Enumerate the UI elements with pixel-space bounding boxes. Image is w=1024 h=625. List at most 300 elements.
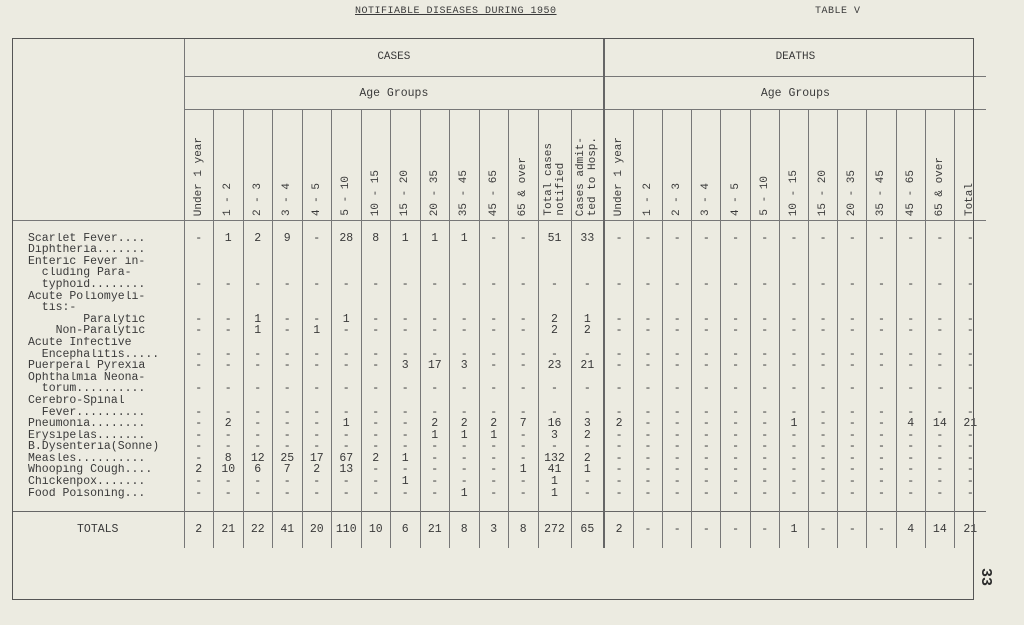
table-cell: - [838, 407, 867, 419]
table-cell: - [692, 325, 721, 337]
table-cell: - [867, 314, 896, 326]
table-cell: - [779, 430, 808, 442]
deaths-col-label: 1 - 2 [641, 182, 654, 216]
table-cell: 1 [243, 314, 273, 326]
table-cell: 1 [302, 325, 332, 337]
table-cell: - [450, 279, 480, 291]
table-cell: - [479, 325, 509, 337]
table-cell: - [896, 383, 925, 395]
table-cell: - [750, 464, 779, 476]
table-cell: - [604, 279, 633, 291]
table-cell: - [925, 349, 954, 361]
table-cell: - [779, 233, 808, 245]
cases-col-label: 5 - 10 [340, 176, 353, 216]
table-cell: - [750, 325, 779, 337]
deaths-col-label: 2 - 3 [671, 182, 684, 216]
table-cell: - [896, 325, 925, 337]
table-cell: 17 [302, 453, 332, 465]
table-cell: - [663, 430, 692, 442]
deaths-col-label: Total [964, 182, 977, 216]
table-cell: - [361, 349, 391, 361]
table-cell: - [450, 407, 480, 419]
table-cell: - [838, 464, 867, 476]
table-cell: - [867, 453, 896, 465]
table-cell: - [273, 488, 303, 500]
disease-name: Whooping Cough.... [28, 464, 153, 477]
table-cell: - [361, 476, 391, 488]
cases-col-label: 2 - 3 [251, 182, 264, 216]
table-cell: - [925, 407, 954, 419]
table-cell: - [509, 407, 539, 419]
table-cell: - [273, 360, 303, 372]
totals-cell: 10 [361, 511, 391, 548]
table-cell: - [243, 488, 273, 500]
table-cell: - [420, 279, 450, 291]
table-cell: - [391, 383, 421, 395]
totals-cell: - [867, 511, 896, 548]
table-cell: - [633, 349, 662, 361]
totals-cell: - [750, 511, 779, 548]
table-cell: - [808, 314, 837, 326]
table-cell: - [302, 314, 332, 326]
disease-name: cluding Para- [28, 267, 132, 279]
table-cell: - [663, 453, 692, 465]
table-cell: - [954, 314, 985, 326]
table-cell: - [633, 476, 662, 488]
table-cell: 1 [420, 430, 450, 442]
table-cell: - [184, 383, 214, 395]
table-cell: 25 [273, 453, 303, 465]
table-cell: - [604, 464, 633, 476]
table-cell: - [663, 360, 692, 372]
table-cell: - [391, 464, 421, 476]
deaths-col-label: Under 1 year [613, 136, 626, 216]
table-cell: - [509, 476, 539, 488]
cases-col-label: Cases admit- ted to Hosp. [575, 136, 600, 216]
table-cell: - [721, 488, 750, 500]
totals-cell: - [692, 511, 721, 548]
table-cell: - [663, 349, 692, 361]
table-cell: - [954, 430, 985, 442]
table-cell: - [332, 476, 362, 488]
table-cell: - [538, 441, 571, 453]
table-cell: 1 [779, 418, 808, 430]
disease-name: Puerperal Pyrexia [28, 360, 146, 372]
table-cell: - [332, 279, 362, 291]
table-cell: 23 [538, 360, 571, 372]
table-cell: - [750, 430, 779, 442]
table-cell: 2 [538, 314, 571, 326]
table-cell: - [925, 360, 954, 372]
table-cell: - [420, 314, 450, 326]
table-cell: - [808, 360, 837, 372]
table-cell: - [571, 488, 604, 500]
table-cell: - [243, 418, 273, 430]
table-cell: - [571, 441, 604, 453]
table-cell: - [332, 407, 362, 419]
totals-cell: 110 [332, 511, 362, 548]
table-cell: - [954, 453, 985, 465]
table-cell: - [896, 430, 925, 442]
table-cell: - [509, 453, 539, 465]
deaths-col-label: 5 - 10 [758, 176, 771, 216]
table-cell: - [633, 233, 662, 245]
table-cell: - [214, 383, 244, 395]
table-cell: - [750, 349, 779, 361]
table-cell: - [808, 430, 837, 442]
table-cell: - [750, 314, 779, 326]
table-cell: - [184, 430, 214, 442]
table-cell: - [450, 464, 480, 476]
table-cell: 1 [450, 233, 480, 245]
disease-name: Acute Poliomyeli- [28, 290, 146, 303]
totals-cell: - [838, 511, 867, 548]
table-cell: - [571, 279, 604, 291]
table-cell: - [808, 441, 837, 453]
disease-name: typhoid........ [28, 278, 146, 291]
table-cell: - [391, 441, 421, 453]
table-cell: - [273, 430, 303, 442]
table-cell: - [633, 407, 662, 419]
table-cell: - [896, 233, 925, 245]
disease-name: Chickenpox....... [28, 476, 146, 488]
table-cell: - [721, 464, 750, 476]
table-cell: - [925, 464, 954, 476]
deaths-col-label: 45 - 65 [904, 169, 917, 216]
table-cell: - [214, 349, 244, 361]
table-cell: - [184, 453, 214, 465]
table-cell: - [538, 383, 571, 395]
table-cell: - [721, 430, 750, 442]
table-cell: 2 [243, 233, 273, 245]
table-cell: - [633, 430, 662, 442]
table-cell: - [925, 279, 954, 291]
table-cell: - [571, 476, 604, 488]
table-cell: - [838, 349, 867, 361]
table-cell: 1 [571, 314, 604, 326]
table-cell: 1 [538, 488, 571, 500]
cases-col-label: 3 - 4 [281, 182, 294, 216]
table-cell: 7 [509, 418, 539, 430]
cases-col-label: Under 1 year [192, 136, 205, 216]
table-cell: 2 [479, 418, 509, 430]
table-cell: - [273, 476, 303, 488]
table-cell: - [273, 383, 303, 395]
table-cell: - [721, 453, 750, 465]
table-label: TABLE V [815, 6, 861, 17]
table-cell: - [867, 418, 896, 430]
table-cell: - [692, 279, 721, 291]
table-cell: - [721, 325, 750, 337]
disease-name: Diphtheria....... [28, 244, 146, 256]
totals-cell: - [633, 511, 662, 548]
table-cell: - [867, 233, 896, 245]
table-cell: - [361, 441, 391, 453]
table-cell: - [391, 488, 421, 500]
table-cell: - [184, 441, 214, 453]
totals-cell: 8 [509, 511, 539, 548]
table-cell: - [750, 418, 779, 430]
table-cell: - [954, 279, 985, 291]
table-cell: - [779, 453, 808, 465]
table-cell: - [867, 325, 896, 337]
table-cell: - [302, 430, 332, 442]
totals-cell: 21 [420, 511, 450, 548]
table-cell: - [779, 325, 808, 337]
table-cell: - [302, 407, 332, 419]
table-cell: - [779, 476, 808, 488]
table-cell: - [692, 464, 721, 476]
table-cell: - [867, 476, 896, 488]
table-cell: - [509, 488, 539, 500]
table-cell: - [361, 360, 391, 372]
table-cell: 2 [361, 453, 391, 465]
table-cell: - [750, 453, 779, 465]
table-cell: 3 [538, 430, 571, 442]
table-cell: - [896, 476, 925, 488]
table-cell: - [925, 314, 954, 326]
table-cell: - [273, 441, 303, 453]
table-cell: - [925, 453, 954, 465]
totals-cell: 65 [571, 511, 604, 548]
table-cell: - [867, 430, 896, 442]
disease-name: Food Poisoning... [28, 487, 146, 500]
deaths-age-groups: Age Groups [604, 77, 985, 110]
cases-col-label: Total cases notified [542, 143, 567, 216]
table-cell: - [896, 453, 925, 465]
table-cell: - [838, 383, 867, 395]
table-cell: - [214, 476, 244, 488]
table-cell: - [721, 233, 750, 245]
table-cell: - [479, 279, 509, 291]
disease-name: Fever.......... [28, 406, 146, 419]
table-cell: - [302, 349, 332, 361]
table-cell: - [420, 453, 450, 465]
table-cell: 2 [184, 464, 214, 476]
table-cell: - [692, 453, 721, 465]
table-cell: 4 [896, 418, 925, 430]
table-cell: - [954, 488, 985, 500]
totals-cell: 1 [779, 511, 808, 548]
table-cell: 2 [450, 418, 480, 430]
disease-name: B.Dysenteria(Sonne) [28, 441, 160, 453]
table-cell: - [925, 430, 954, 442]
table-cell: - [721, 441, 750, 453]
table-cell: - [808, 383, 837, 395]
table-cell: - [273, 279, 303, 291]
table-cell: - [838, 488, 867, 500]
table-cell: 1 [391, 453, 421, 465]
table-cell: - [214, 488, 244, 500]
table-cell: - [633, 360, 662, 372]
table-cell: - [361, 430, 391, 442]
table-cell: - [302, 488, 332, 500]
table-cell: - [184, 418, 214, 430]
table-cell: - [184, 488, 214, 500]
table-cell: - [721, 418, 750, 430]
table-cell: - [896, 488, 925, 500]
table-cell: - [214, 430, 244, 442]
table-cell: - [808, 407, 837, 419]
table-cell: - [479, 407, 509, 419]
totals-cell: 21 [954, 511, 985, 548]
table-cell: - [604, 430, 633, 442]
table-cell: 1 [214, 233, 244, 245]
table-cell: - [420, 383, 450, 395]
table-cell: - [420, 349, 450, 361]
table-cell: - [925, 488, 954, 500]
table-cell: - [184, 407, 214, 419]
table-cell: - [838, 314, 867, 326]
table-cell: - [538, 349, 571, 361]
table-cell: - [450, 314, 480, 326]
table-cell: - [604, 325, 633, 337]
table-cell: - [420, 476, 450, 488]
table-cell: - [954, 476, 985, 488]
disease-name: Acute Infective [28, 336, 132, 349]
table-cell: - [302, 418, 332, 430]
table-cell: - [509, 325, 539, 337]
cases-col-label: 35 - 45 [458, 169, 471, 216]
deaths-header: DEATHS [604, 38, 985, 77]
table-cell: - [509, 383, 539, 395]
table-cell: - [954, 349, 985, 361]
table-cell: - [779, 464, 808, 476]
table-cell: - [479, 314, 509, 326]
table-cell: - [571, 407, 604, 419]
table-cell: 2 [214, 418, 244, 430]
table-cell: - [896, 464, 925, 476]
table-cell: 14 [925, 418, 954, 430]
table-cell: - [896, 407, 925, 419]
totals-cell: 14 [925, 511, 954, 548]
table-cell: - [332, 441, 362, 453]
table-cell: - [750, 407, 779, 419]
table-cell: 16 [538, 418, 571, 430]
table-cell: 2 [571, 453, 604, 465]
table-cell: - [692, 360, 721, 372]
table-cell: - [692, 407, 721, 419]
table-cell: - [954, 441, 985, 453]
table-cell: - [479, 441, 509, 453]
table-cell: - [302, 476, 332, 488]
table-cell: - [604, 349, 633, 361]
table-cell: - [361, 407, 391, 419]
totals-cell: 3 [479, 511, 509, 548]
table-cell: - [779, 407, 808, 419]
table-cell: - [867, 464, 896, 476]
totals-cell: 22 [243, 511, 273, 548]
table-cell: 28 [332, 233, 362, 245]
totals-cell: - [808, 511, 837, 548]
table-cell: 3 [571, 418, 604, 430]
table-cell: - [391, 325, 421, 337]
table-cell: - [663, 418, 692, 430]
table-cell: - [243, 383, 273, 395]
table-cell: - [332, 325, 362, 337]
totals-cell: 4 [896, 511, 925, 548]
table-cell: - [721, 360, 750, 372]
table-cell: - [750, 476, 779, 488]
table-cell: 8 [214, 453, 244, 465]
table-cell: - [867, 349, 896, 361]
totals-cell: 21 [214, 511, 244, 548]
table-cell: - [779, 349, 808, 361]
table-cell: - [450, 325, 480, 337]
table-cell: - [509, 349, 539, 361]
table-cell: 2 [571, 325, 604, 337]
table-cell: - [663, 441, 692, 453]
table-cell: - [954, 233, 985, 245]
table-cell: - [692, 349, 721, 361]
table-cell: - [391, 349, 421, 361]
table-cell: - [633, 279, 662, 291]
table-cell: 1 [391, 233, 421, 245]
table-cell: - [479, 383, 509, 395]
table-cell: - [808, 488, 837, 500]
table-cell: - [808, 325, 837, 337]
table-cell: - [243, 441, 273, 453]
table-cell: - [663, 476, 692, 488]
table-cell: - [450, 441, 480, 453]
table-cell: - [184, 349, 214, 361]
table-cell: - [604, 476, 633, 488]
totals-cell: 272 [538, 511, 571, 548]
table-cell: - [243, 430, 273, 442]
table-cell: - [361, 488, 391, 500]
page-title: NOTIFIABLE DISEASES DURING 1950 [355, 6, 557, 17]
table-cell: - [925, 476, 954, 488]
table-cell: - [663, 488, 692, 500]
totals-cell: 2 [184, 511, 214, 548]
disease-name: Encephalitis..... [28, 348, 160, 361]
table-cell: - [243, 476, 273, 488]
table-cell: 9 [273, 233, 303, 245]
table-cell: 7 [273, 464, 303, 476]
cases-col-label: 15 - 20 [399, 169, 412, 216]
table-cell: - [243, 407, 273, 419]
table-cell: 1 [391, 476, 421, 488]
table-cell: - [214, 441, 244, 453]
table-cell: - [954, 383, 985, 395]
table-cell: 2 [571, 430, 604, 442]
totals-cell: 2 [604, 511, 633, 548]
table-cell: - [361, 383, 391, 395]
table-cell: - [692, 441, 721, 453]
table-cell: - [633, 418, 662, 430]
table-cell: 1 [538, 476, 571, 488]
table-cell: - [214, 360, 244, 372]
table-cell: - [332, 383, 362, 395]
table-cell: - [838, 453, 867, 465]
table-cell: - [479, 453, 509, 465]
table-cell: - [273, 325, 303, 337]
table-cell: - [779, 383, 808, 395]
table-cell: - [925, 441, 954, 453]
table-cell: - [721, 476, 750, 488]
table-cell: - [273, 407, 303, 419]
disease-name: Scarlet Fever.... [28, 232, 146, 245]
totals-cell: 6 [391, 511, 421, 548]
table-cell: - [243, 279, 273, 291]
table-cell: - [571, 383, 604, 395]
table-cell: - [361, 314, 391, 326]
table-cell: - [479, 476, 509, 488]
table-cell: - [779, 279, 808, 291]
table-cell: - [214, 407, 244, 419]
table-cell: - [896, 279, 925, 291]
table-cell: - [808, 233, 837, 245]
